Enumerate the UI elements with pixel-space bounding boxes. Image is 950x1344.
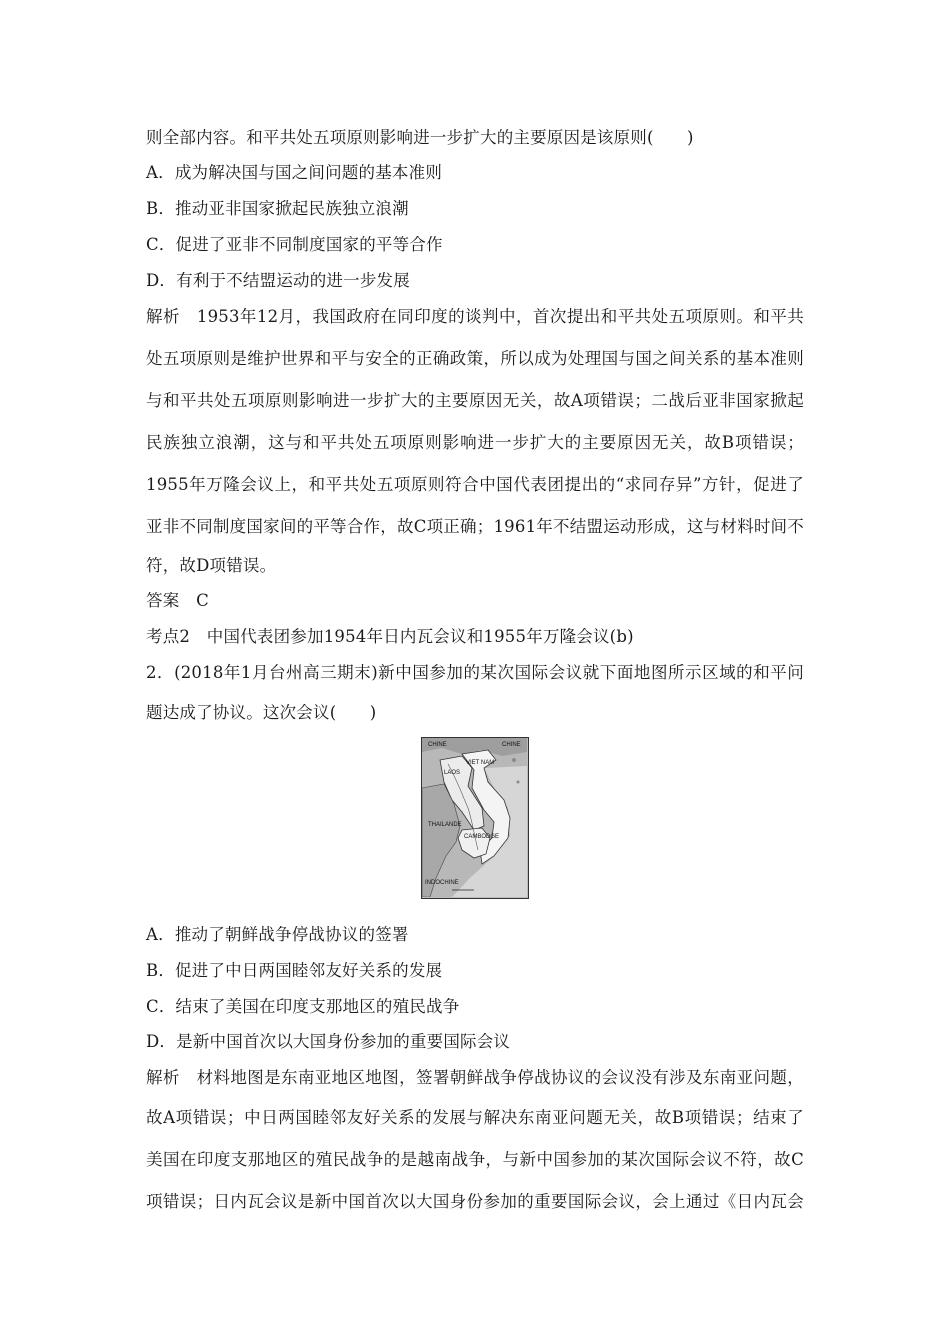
q2-analysis-line: 解析 材料地图是东南亚地区地图，签署朝鲜战争停战协议的会议没有涉及东南亚问题， [146, 1068, 804, 1087]
q2-analysis-line: 故A项错误；中日两国睦邻友好关系的发展与解决东南亚问题无关，故B项错误；结束了 [146, 1108, 804, 1127]
q1-option-c: C．促进了亚非不同制度国家的平等合作 [146, 235, 443, 254]
q2-option-d: D．是新中国首次以大国身份参加的重要国际会议 [146, 1032, 511, 1051]
map-label-cambodia: CAMBODGE [464, 834, 500, 840]
q1-option-d: D．有利于不结盟运动的进一步发展 [146, 271, 410, 290]
map-label-indochine: INDOCHINE [425, 880, 459, 886]
map-label-vietnam: VIET NAM [466, 760, 495, 766]
q2-option-b: B．促进了中日两国睦邻友好关系的发展 [146, 961, 443, 980]
map-label-laos: LAOS [444, 770, 461, 776]
q1-option-a: A．成为解决国与国之间问题的基本准则 [146, 163, 443, 182]
q1-analysis-line: 亚非不同制度国家间的平等合作，故C项正确；1961年不结盟运动形成，这与材料时间不 [146, 517, 804, 536]
q1-analysis-line: 与和平共处五项原则影响进一步扩大的主要原因无关，故A项错误；二战后亚非国家掀起 [146, 391, 804, 410]
q1-analysis-line: 1955年万隆会议上，和平共处五项原则符合中国代表团提出的“求同存异”方针，促进了 [146, 475, 804, 494]
q1-analysis-line: 民族独立浪潮，这与和平共处五项原则影响进一步扩大的主要原因无关，故B项错误； [146, 433, 804, 452]
q1-analysis-line: 符，故D项错误。 [146, 556, 277, 575]
section-heading: 考点2 中国代表团参加1954年日内瓦会议和1955年万隆会议(b) [146, 627, 634, 646]
map-label-china-right: CHINE [502, 742, 521, 748]
q1-analysis-line: 处五项原则是维护世界和平与安全的正确政策，所以成为处理国与国之间关系的基本准则 [146, 349, 804, 368]
q2-option-c: C．结束了美国在印度支那地区的殖民战争 [146, 997, 460, 1016]
q2-analysis-line: 项错误；日内瓦会议是新中国首次以大国身份参加的重要国际会议，会上通过《日内瓦会 [146, 1192, 804, 1211]
q1-option-b: B．推动亚非国家掀起民族独立浪潮 [146, 199, 409, 218]
q2-stem-line: 2．(2018年1月台州高三期末)新中国参加的某次国际会议就下面地图所示区域的和平问 [146, 663, 804, 682]
map-label-thailand: THAILANDE [428, 822, 462, 828]
indochina-map-image [421, 737, 529, 899]
q2-analysis-line: 美国在印度支那地区的殖民战争的是越南战争，与新中国参加的某次国际会议不符，故C [146, 1150, 804, 1169]
q1-answer: 答案 C [146, 591, 209, 610]
q2-stem-line: 题达成了协议。这次会议( ) [146, 703, 377, 722]
map-label-china-left: CHINE [428, 742, 447, 748]
q2-option-a: A．推动了朝鲜战争停战协议的签署 [146, 925, 409, 944]
q1-stem-end: 则全部内容。和平共处五项原则影响进一步扩大的主要原因是该原则( ) [146, 128, 694, 147]
q1-analysis-line: 解析 1953年12月，我国政府在同印度的谈判中，首次提出和平共处五项原则。和平共 [146, 307, 804, 326]
